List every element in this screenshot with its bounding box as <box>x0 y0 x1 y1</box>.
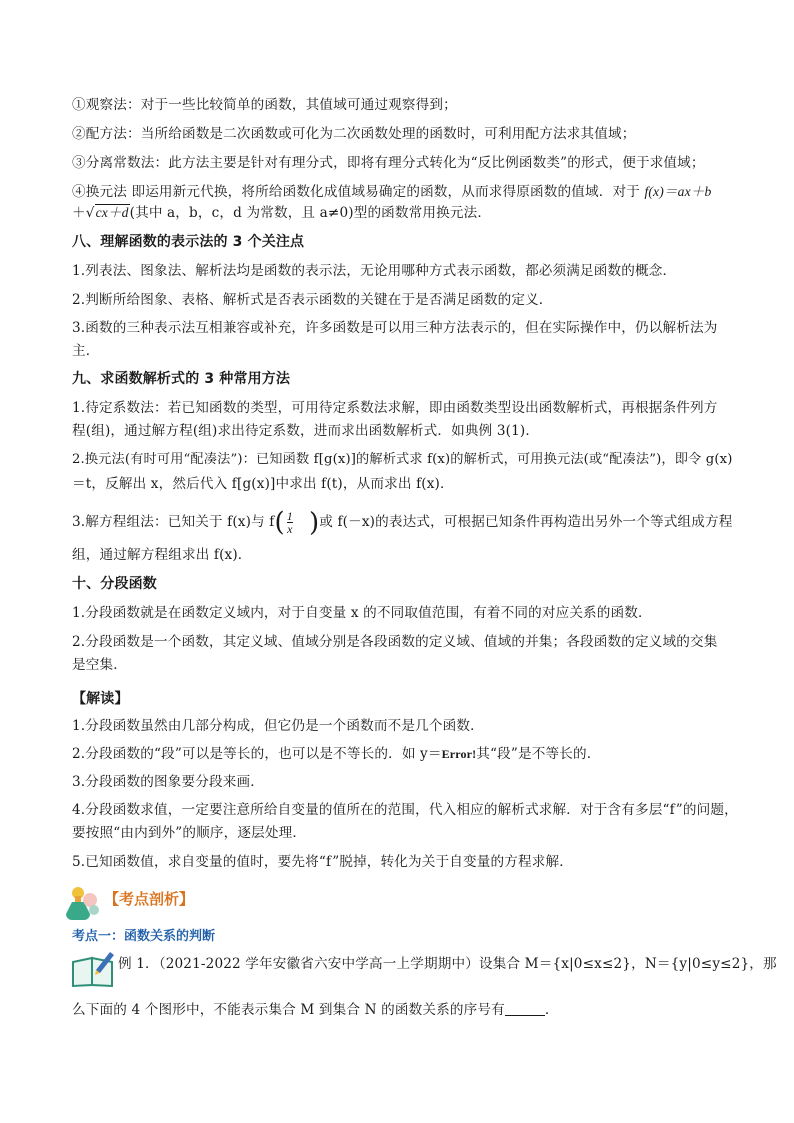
method-separate-constant: ③分离常数法：此方法主要是针对有理分式，即将有理分式转化为“反比例函数类”的形式，便于求值域； <box>72 155 705 171</box>
sqrt-symbol: √ <box>85 205 95 221</box>
p93-text-b: 或 f(－x)的表达式，可根据已知条件再构造出另外一个等式组成方程 <box>319 514 733 530</box>
topic-one-heading: 考点一：函数关系的判断 <box>72 929 216 944</box>
fraction-1-over-x <box>287 510 293 535</box>
paragraph-8-2: 2.判断所给图象、表格、解析式是否表示函数的关键在于是否满足函数的定义． <box>72 292 553 308</box>
method-observation: ①观察法：对于一些比较简单的函数，其值域可通过观察得到； <box>72 97 457 113</box>
flask-icon <box>64 884 104 922</box>
paragraph-9-2: 2.换元法(有时可用“配凑法”)：已知函数 f[g(x)]的解析式求 f(x)的解析式，可用换元法(或“配凑法”)，即令 g(x) <box>72 452 733 467</box>
error-marker: Error! <box>441 747 477 761</box>
substitution-formula: f(x)＝ax＋b <box>644 184 712 199</box>
interpretation-4-cont: 要按照“由内到外”的顺序，逐层处理． <box>72 825 307 841</box>
interpretation-2 <box>72 744 732 764</box>
paragraph-10-1: 1.分段函数就是在函数定义域内，对于自变量 x 的不同取值范围，有着不同的对应关系的函数． <box>72 605 652 621</box>
close-paren: ) <box>308 507 320 538</box>
example-one-question: 么下面的 4 个图形中，不能表示集合 M 到集合 N 的函数关系的序号有 <box>72 1002 505 1018</box>
plus-sign: ＋ <box>72 205 86 221</box>
method-complete-square: ②配方法：当所给函数是二次函数或可化为二次函数处理的函数时，可利用配方法求其值域； <box>72 126 636 142</box>
paragraph-9-1: 1.待定系数法：若已知函数的类型，可用待定系数法求解，即由函数类型设出函数解析式，再根据条件列方 <box>72 400 718 416</box>
paragraph-8-3: 3.函数的三种表示法互相兼容或补充，许多函数是可以用三种方法表示的，但在实际操作中，仍以解析法为 <box>72 320 718 336</box>
fraction-denominator: x <box>287 522 293 536</box>
paragraph-9-2-cont: ＝t，反解出 x，然后代入 f[g(x)]中求出 f(t)，从而求出 f(x)． <box>72 476 454 492</box>
sqrt-radicand: cx＋d <box>95 205 129 220</box>
interpretation-heading: 【解读】 <box>72 691 129 707</box>
paragraph-9-3 <box>72 507 733 538</box>
example-one: 例 1．（2021-2022 学年安徽省六安中学高一上学期期中）设集合 M＝{x|0≤x≤2}，N＝{y|0≤y≤2}，那 <box>118 956 777 972</box>
interp2-text-b: 其“段”是不等长的． <box>476 746 601 762</box>
open-paren: ( <box>274 507 285 538</box>
fraction-numerator: 1 <box>286 509 293 523</box>
paragraph-8-1: 1.列表法、图象法、解析法均是函数的表示法，无论用哪种方式表示函数，都必须满足函数的概念． <box>72 263 677 279</box>
example-one-period: ． <box>544 1002 559 1018</box>
paragraph-9-3-cont: 组，通过解方程组求出 f(x)． <box>72 547 252 563</box>
substitution-condition: (其中 a，b，c，d 为常数，且 a≠0)型的函数常用换元法． <box>129 205 492 221</box>
paragraph-8-3-cont: 主． <box>72 343 100 359</box>
interpretation-4: 4.分段函数求值，一定要注意所给自变量的值所在的范围，代入相应的解析式求解．对于含有多层“f”的问题， <box>72 802 738 818</box>
book-pencil-icon <box>70 948 118 988</box>
paragraph-9-1-cont: 程(组)，通过解方程(组)求出待定系数，进而求出函数解析式．如典例 3(1)． <box>72 423 540 439</box>
paragraph-10-2-cont: 是空集． <box>72 657 127 673</box>
heading-ten: 十、分段函数 <box>72 576 157 592</box>
p93-text-a: 3.解方程组法：已知关于 f(x)与 f <box>72 514 275 530</box>
heading-eight: 八、理解函数的表示法的 3 个关注点 <box>72 234 305 250</box>
method-substitution <box>72 182 732 202</box>
interp2-text-a: 2.分段函数的“段”可以是等长的，也可以是不等长的．如 y＝ <box>72 746 442 762</box>
substitution-text: ④换元法 即运用新元代换，将所给函数化成值域易确定的函数，从而求得原函数的值域．对于 <box>72 184 640 200</box>
answer-blank[interactable] <box>505 1001 545 1016</box>
substitution-continued <box>72 203 732 223</box>
paragraph-10-2: 2.分段函数是一个函数，其定义域、值域分别是各段函数的定义域、值域的并集；各段函数的定义域的交集 <box>72 634 718 650</box>
example-one-cont <box>72 1000 732 1020</box>
interpretation-5: 5.已知函数值，求自变量的值时，要先将“f”脱掉，转化为关于自变量的方程求解． <box>72 854 573 870</box>
interpretation-3: 3.分段函数的图象要分段来画． <box>72 774 264 790</box>
section-title: 【考点剖析】 <box>104 890 195 908</box>
heading-nine: 九、求函数解析式的 3 种常用方法 <box>72 371 291 387</box>
interpretation-1: 1.分段函数虽然由几部分构成，但它仍是一个函数而不是几个函数． <box>72 718 484 734</box>
